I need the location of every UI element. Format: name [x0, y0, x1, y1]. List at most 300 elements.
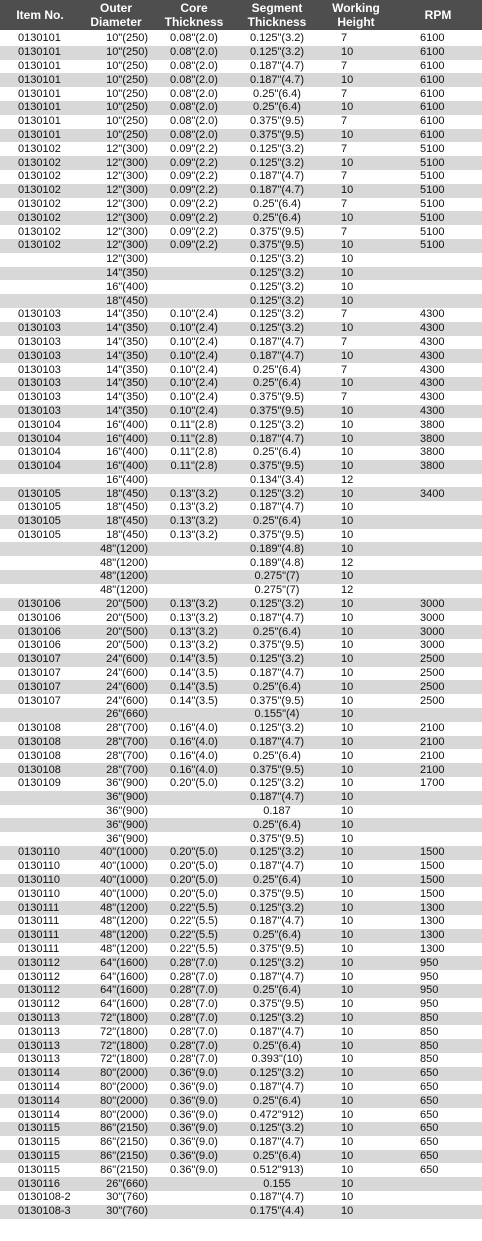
- core-thickness-cell: 0.28"(7.0): [152, 998, 236, 1012]
- core-thickness-cell: 0.10"(2.4): [152, 405, 236, 419]
- table-row: [0, 225, 482, 239]
- table-row: [0, 915, 482, 929]
- segment-thickness-cell: 0.125"(3.2): [236, 846, 318, 860]
- table-row: [0, 736, 482, 750]
- working-height-cell: 10: [318, 598, 394, 612]
- working-height-cell: 10: [318, 460, 394, 474]
- working-height-cell: 10: [318, 777, 394, 791]
- core-thickness-cell: 0.14"(3.5): [152, 667, 236, 681]
- item-no-cell: 0130102: [0, 239, 80, 253]
- item-no-cell: 0130104: [0, 446, 80, 460]
- segment-thickness-cell: 0.25"(6.4): [236, 1039, 318, 1053]
- rpm-cell: [394, 474, 482, 488]
- rpm-cell: 4300: [394, 308, 482, 322]
- working-height-cell: 10: [318, 832, 394, 846]
- header-outer-diameter: Outer Diameter: [80, 0, 152, 31]
- core-thickness-cell: 0.13"(3.2): [152, 515, 236, 529]
- working-height-cell: 10: [318, 101, 394, 115]
- working-height-cell: 10: [318, 501, 394, 515]
- segment-thickness-cell: 0.125"(3.2): [236, 1067, 318, 1081]
- item-no-cell: 0130105: [0, 501, 80, 515]
- item-no-cell: 0130101: [0, 129, 80, 143]
- segment-thickness-cell: 0.125"(3.2): [236, 46, 318, 60]
- table-row: [0, 211, 482, 225]
- core-thickness-cell: 0.08"(2.0): [152, 87, 236, 101]
- outer-diameter-cell: 24"(600): [80, 653, 152, 667]
- table-row: [0, 184, 482, 198]
- rpm-cell: 5100: [394, 211, 482, 225]
- item-no-cell: 0130112: [0, 956, 80, 970]
- working-height-cell: 10: [318, 763, 394, 777]
- outer-diameter-cell: 24"(600): [80, 680, 152, 694]
- item-no-cell: 0130113: [0, 1039, 80, 1053]
- table-row: [0, 460, 482, 474]
- rpm-cell: 4300: [394, 322, 482, 336]
- item-no-cell: 0130102: [0, 170, 80, 184]
- outer-diameter-cell: 10"(250): [80, 46, 152, 60]
- table-row: [0, 887, 482, 901]
- outer-diameter-cell: 10"(250): [80, 115, 152, 129]
- rpm-cell: 2500: [394, 694, 482, 708]
- segment-thickness-cell: 0.25"(6.4): [236, 198, 318, 212]
- outer-diameter-cell: 18"(450): [80, 294, 152, 308]
- item-no-cell: 0130103: [0, 391, 80, 405]
- outer-diameter-cell: 80"(2000): [80, 1094, 152, 1108]
- item-no-cell: 0130112: [0, 984, 80, 998]
- item-no-cell: [0, 474, 80, 488]
- outer-diameter-cell: 10"(250): [80, 60, 152, 74]
- core-thickness-cell: 0.20"(5.0): [152, 777, 236, 791]
- rpm-cell: [394, 570, 482, 584]
- segment-thickness-cell: 0.375"(9.5): [236, 129, 318, 143]
- item-no-cell: 0130110: [0, 887, 80, 901]
- core-thickness-cell: 0.11"(2.8): [152, 460, 236, 474]
- item-no-cell: [0, 570, 80, 584]
- table-row: [0, 1108, 482, 1122]
- table-row: [0, 101, 482, 115]
- segment-thickness-cell: 0.375"(9.5): [236, 529, 318, 543]
- segment-thickness-cell: 0.125"(3.2): [236, 1012, 318, 1026]
- header-item-no: Item No.: [0, 0, 80, 31]
- segment-thickness-cell: 0.189"(4.8): [236, 556, 318, 570]
- rpm-cell: 2100: [394, 722, 482, 736]
- segment-thickness-cell: 0.187"(4.7): [236, 667, 318, 681]
- item-no-cell: [0, 294, 80, 308]
- rpm-cell: [394, 1177, 482, 1191]
- table-row: [0, 667, 482, 681]
- rpm-cell: [394, 791, 482, 805]
- outer-diameter-cell: 14"(350): [80, 349, 152, 363]
- segment-thickness-cell: 0.125"(3.2): [236, 156, 318, 170]
- table-header: [0, 0, 482, 31]
- item-no-cell: 0130115: [0, 1122, 80, 1136]
- outer-diameter-cell: 28"(700): [80, 736, 152, 750]
- core-thickness-cell: 0.22"(5.5): [152, 915, 236, 929]
- table-row: [0, 805, 482, 819]
- item-no-cell: 0130115: [0, 1150, 80, 1164]
- outer-diameter-cell: 12"(300): [80, 156, 152, 170]
- item-no-cell: 0130108-3: [0, 1205, 80, 1219]
- table-row: [0, 694, 482, 708]
- table-row: [0, 446, 482, 460]
- core-thickness-cell: 0.22"(5.5): [152, 943, 236, 957]
- segment-thickness-cell: 0.187"(4.7): [236, 60, 318, 74]
- rpm-cell: 6100: [394, 46, 482, 60]
- table-row: [0, 363, 482, 377]
- rpm-cell: [394, 267, 482, 281]
- rpm-cell: 950: [394, 998, 482, 1012]
- item-no-cell: 0130102: [0, 198, 80, 212]
- outer-diameter-cell: 18"(450): [80, 515, 152, 529]
- table-row: [0, 474, 482, 488]
- table-row: [0, 680, 482, 694]
- working-height-cell: 10: [318, 749, 394, 763]
- rpm-cell: 1300: [394, 929, 482, 943]
- rpm-cell: 1500: [394, 846, 482, 860]
- working-height-cell: 10: [318, 846, 394, 860]
- segment-thickness-cell: 0.187"(4.7): [236, 184, 318, 198]
- outer-diameter-cell: 24"(600): [80, 667, 152, 681]
- item-no-cell: 0130111: [0, 929, 80, 943]
- core-thickness-cell: 0.09"(2.2): [152, 184, 236, 198]
- outer-diameter-cell: 64"(1600): [80, 984, 152, 998]
- segment-thickness-cell: 0.187"(4.7): [236, 1081, 318, 1095]
- item-no-cell: 0130108: [0, 736, 80, 750]
- item-no-cell: 0130113: [0, 1025, 80, 1039]
- segment-thickness-cell: 0.175"(4.4): [236, 1205, 318, 1219]
- working-height-cell: 10: [318, 432, 394, 446]
- rpm-cell: 3800: [394, 418, 482, 432]
- table-row: [0, 377, 482, 391]
- item-no-cell: 0130101: [0, 101, 80, 115]
- outer-diameter-cell: 72"(1800): [80, 1025, 152, 1039]
- working-height-cell: 10: [318, 515, 394, 529]
- rpm-cell: [394, 515, 482, 529]
- core-thickness-cell: [152, 708, 236, 722]
- table-row: [0, 1122, 482, 1136]
- core-thickness-cell: 0.13"(3.2): [152, 487, 236, 501]
- item-no-cell: 0130105: [0, 515, 80, 529]
- rpm-cell: 6100: [394, 101, 482, 115]
- outer-diameter-cell: 48"(1200): [80, 542, 152, 556]
- outer-diameter-cell: 86"(2150): [80, 1122, 152, 1136]
- segment-thickness-cell: 0.187: [236, 805, 318, 819]
- table-row: [0, 1039, 482, 1053]
- segment-thickness-cell: 0.375"(9.5): [236, 239, 318, 253]
- outer-diameter-cell: 16"(400): [80, 280, 152, 294]
- item-no-cell: 0130115: [0, 1163, 80, 1177]
- core-thickness-cell: [152, 584, 236, 598]
- working-height-cell: 7: [318, 87, 394, 101]
- core-thickness-cell: 0.08"(2.0): [152, 129, 236, 143]
- core-thickness-cell: 0.36"(9.0): [152, 1067, 236, 1081]
- item-no-cell: [0, 253, 80, 267]
- segment-thickness-cell: 0.25"(6.4): [236, 680, 318, 694]
- table-row: [0, 611, 482, 625]
- working-height-cell: 10: [318, 915, 394, 929]
- rpm-cell: 2100: [394, 736, 482, 750]
- working-height-cell: 10: [318, 736, 394, 750]
- segment-thickness-cell: 0.187"(4.7): [236, 1191, 318, 1205]
- core-thickness-cell: 0.13"(3.2): [152, 639, 236, 653]
- segment-thickness-cell: 0.125"(3.2): [236, 653, 318, 667]
- outer-diameter-cell: 20"(500): [80, 598, 152, 612]
- outer-diameter-cell: 36"(900): [80, 805, 152, 819]
- outer-diameter-cell: 16"(400): [80, 446, 152, 460]
- working-height-cell: 10: [318, 1150, 394, 1164]
- rpm-cell: 5100: [394, 142, 482, 156]
- working-height-cell: 10: [318, 929, 394, 943]
- working-height-cell: 10: [318, 1025, 394, 1039]
- item-no-cell: [0, 818, 80, 832]
- outer-diameter-cell: 26"(660): [80, 708, 152, 722]
- core-thickness-cell: 0.11"(2.8): [152, 432, 236, 446]
- segment-thickness-cell: 0.125"(3.2): [236, 294, 318, 308]
- working-height-cell: 10: [318, 46, 394, 60]
- core-thickness-cell: 0.16"(4.0): [152, 722, 236, 736]
- outer-diameter-cell: 12"(300): [80, 198, 152, 212]
- outer-diameter-cell: 26"(660): [80, 1177, 152, 1191]
- table-row: [0, 943, 482, 957]
- item-no-cell: 0130101: [0, 46, 80, 60]
- item-no-cell: 0130102: [0, 225, 80, 239]
- outer-diameter-cell: 86"(2150): [80, 1150, 152, 1164]
- item-no-cell: 0130113: [0, 1012, 80, 1026]
- segment-thickness-cell: 0.25"(6.4): [236, 446, 318, 460]
- rpm-cell: [394, 708, 482, 722]
- core-thickness-cell: 0.28"(7.0): [152, 984, 236, 998]
- outer-diameter-cell: 16"(400): [80, 418, 152, 432]
- core-thickness-cell: 0.08"(2.0): [152, 73, 236, 87]
- item-no-cell: [0, 708, 80, 722]
- outer-diameter-cell: 48"(1200): [80, 901, 152, 915]
- core-thickness-cell: 0.10"(2.4): [152, 322, 236, 336]
- segment-thickness-cell: 0.125"(3.2): [236, 722, 318, 736]
- rpm-cell: 5100: [394, 225, 482, 239]
- outer-diameter-cell: 14"(350): [80, 405, 152, 419]
- table-row: [0, 405, 482, 419]
- segment-thickness-cell: 0.189"(4.8): [236, 542, 318, 556]
- core-thickness-cell: 0.36"(9.0): [152, 1108, 236, 1122]
- rpm-cell: [394, 1205, 482, 1219]
- rpm-cell: 2500: [394, 680, 482, 694]
- core-thickness-cell: [152, 1177, 236, 1191]
- core-thickness-cell: 0.16"(4.0): [152, 749, 236, 763]
- working-height-cell: 10: [318, 1163, 394, 1177]
- segment-thickness-cell: 0.125"(3.2): [236, 280, 318, 294]
- item-no-cell: 0130108: [0, 763, 80, 777]
- rpm-cell: 4300: [394, 349, 482, 363]
- rpm-cell: 3000: [394, 598, 482, 612]
- core-thickness-cell: 0.08"(2.0): [152, 115, 236, 129]
- working-height-cell: 10: [318, 322, 394, 336]
- working-height-cell: 10: [318, 1081, 394, 1095]
- core-thickness-cell: 0.08"(2.0): [152, 101, 236, 115]
- segment-thickness-cell: 0.155: [236, 1177, 318, 1191]
- table-row: [0, 1025, 482, 1039]
- working-height-cell: 10: [318, 818, 394, 832]
- outer-diameter-cell: 36"(900): [80, 832, 152, 846]
- core-thickness-cell: 0.28"(7.0): [152, 1012, 236, 1026]
- working-height-cell: 10: [318, 267, 394, 281]
- outer-diameter-cell: 16"(400): [80, 432, 152, 446]
- outer-diameter-cell: 72"(1800): [80, 1039, 152, 1053]
- working-height-cell: 10: [318, 1053, 394, 1067]
- core-thickness-cell: 0.28"(7.0): [152, 970, 236, 984]
- core-thickness-cell: 0.36"(9.0): [152, 1136, 236, 1150]
- segment-thickness-cell: 0.25"(6.4): [236, 929, 318, 943]
- table-row: [0, 749, 482, 763]
- header-working-height: Working Height: [318, 0, 394, 31]
- table-row: [0, 1205, 482, 1219]
- core-thickness-cell: [152, 253, 236, 267]
- table-row: [0, 1150, 482, 1164]
- rpm-cell: 650: [394, 1136, 482, 1150]
- working-height-cell: 10: [318, 211, 394, 225]
- working-height-cell: 12: [318, 474, 394, 488]
- working-height-cell: 10: [318, 156, 394, 170]
- item-no-cell: 0130111: [0, 915, 80, 929]
- working-height-cell: 7: [318, 31, 394, 46]
- segment-thickness-cell: 0.275"(7): [236, 570, 318, 584]
- outer-diameter-cell: 12"(300): [80, 239, 152, 253]
- table-row: [0, 142, 482, 156]
- segment-thickness-cell: 0.125"(3.2): [236, 418, 318, 432]
- outer-diameter-cell: 12"(300): [80, 211, 152, 225]
- rpm-cell: 4300: [394, 391, 482, 405]
- rpm-cell: 1300: [394, 901, 482, 915]
- table-row: [0, 73, 482, 87]
- table-row: [0, 115, 482, 129]
- rpm-cell: 850: [394, 1053, 482, 1067]
- segment-thickness-cell: 0.375"(9.5): [236, 639, 318, 653]
- item-no-cell: 0130110: [0, 874, 80, 888]
- outer-diameter-cell: 36"(900): [80, 777, 152, 791]
- core-thickness-cell: 0.13"(3.2): [152, 625, 236, 639]
- rpm-cell: 3400: [394, 487, 482, 501]
- working-height-cell: 10: [318, 377, 394, 391]
- outer-diameter-cell: 72"(1800): [80, 1012, 152, 1026]
- table-row: [0, 846, 482, 860]
- segment-thickness-cell: 0.155"(4): [236, 708, 318, 722]
- item-no-cell: 0130113: [0, 1053, 80, 1067]
- item-no-cell: [0, 584, 80, 598]
- core-thickness-cell: 0.13"(3.2): [152, 529, 236, 543]
- segment-thickness-cell: 0.125"(3.2): [236, 322, 318, 336]
- outer-diameter-cell: 28"(700): [80, 749, 152, 763]
- item-no-cell: 0130106: [0, 625, 80, 639]
- working-height-cell: 10: [318, 542, 394, 556]
- segment-thickness-cell: 0.125"(3.2): [236, 31, 318, 46]
- working-height-cell: 10: [318, 129, 394, 143]
- segment-thickness-cell: 0.275"(7): [236, 584, 318, 598]
- working-height-cell: 10: [318, 653, 394, 667]
- working-height-cell: 10: [318, 487, 394, 501]
- item-no-cell: 0130112: [0, 998, 80, 1012]
- item-no-cell: [0, 280, 80, 294]
- rpm-cell: 4300: [394, 336, 482, 350]
- segment-thickness-cell: 0.125"(3.2): [236, 777, 318, 791]
- segment-thickness-cell: 0.375"(9.5): [236, 694, 318, 708]
- core-thickness-cell: 0.14"(3.5): [152, 694, 236, 708]
- table-row: [0, 598, 482, 612]
- item-no-cell: 0130112: [0, 970, 80, 984]
- outer-diameter-cell: 14"(350): [80, 322, 152, 336]
- outer-diameter-cell: 80"(2000): [80, 1081, 152, 1095]
- item-no-cell: [0, 542, 80, 556]
- core-thickness-cell: 0.20"(5.0): [152, 846, 236, 860]
- item-no-cell: 0130105: [0, 487, 80, 501]
- table-row: [0, 267, 482, 281]
- working-height-cell: 10: [318, 874, 394, 888]
- rpm-cell: 2100: [394, 763, 482, 777]
- rpm-cell: [394, 805, 482, 819]
- table-row: [0, 763, 482, 777]
- rpm-cell: 6100: [394, 87, 482, 101]
- core-thickness-cell: 0.28"(7.0): [152, 1039, 236, 1053]
- core-thickness-cell: 0.13"(3.2): [152, 598, 236, 612]
- table-row: [0, 87, 482, 101]
- outer-diameter-cell: 12"(300): [80, 184, 152, 198]
- table-row: [0, 956, 482, 970]
- core-thickness-cell: 0.14"(3.5): [152, 680, 236, 694]
- core-thickness-cell: [152, 818, 236, 832]
- outer-diameter-cell: 14"(350): [80, 336, 152, 350]
- core-thickness-cell: 0.16"(4.0): [152, 736, 236, 750]
- working-height-cell: 10: [318, 280, 394, 294]
- segment-thickness-cell: 0.187"(4.7): [236, 915, 318, 929]
- outer-diameter-cell: 14"(350): [80, 267, 152, 281]
- table-row: [0, 777, 482, 791]
- rpm-cell: [394, 1191, 482, 1205]
- outer-diameter-cell: 10"(250): [80, 129, 152, 143]
- rpm-cell: 850: [394, 1039, 482, 1053]
- item-no-cell: [0, 791, 80, 805]
- table-row: [0, 170, 482, 184]
- table-row: [0, 1053, 482, 1067]
- table-row: [0, 349, 482, 363]
- outer-diameter-cell: 10"(250): [80, 87, 152, 101]
- item-no-cell: 0130108: [0, 749, 80, 763]
- segment-thickness-cell: 0.187"(4.7): [236, 791, 318, 805]
- item-no-cell: 0130103: [0, 322, 80, 336]
- table-row: [0, 336, 482, 350]
- item-no-cell: 0130106: [0, 611, 80, 625]
- segment-thickness-cell: 0.187"(4.7): [236, 73, 318, 87]
- item-no-cell: 0130104: [0, 432, 80, 446]
- segment-thickness-cell: 0.375"(9.5): [236, 887, 318, 901]
- outer-diameter-cell: 48"(1200): [80, 570, 152, 584]
- working-height-cell: 10: [318, 73, 394, 87]
- working-height-cell: 10: [318, 639, 394, 653]
- segment-thickness-cell: 0.187"(4.7): [236, 336, 318, 350]
- segment-thickness-cell: 0.375"(9.5): [236, 391, 318, 405]
- rpm-cell: 650: [394, 1094, 482, 1108]
- segment-thickness-cell: 0.187"(4.7): [236, 170, 318, 184]
- outer-diameter-cell: 64"(1600): [80, 998, 152, 1012]
- item-no-cell: 0130103: [0, 363, 80, 377]
- working-height-cell: 10: [318, 1094, 394, 1108]
- outer-diameter-cell: 14"(350): [80, 377, 152, 391]
- outer-diameter-cell: 40"(1000): [80, 874, 152, 888]
- segment-thickness-cell: 0.125"(3.2): [236, 308, 318, 322]
- outer-diameter-cell: 30"(760): [80, 1205, 152, 1219]
- working-height-cell: 10: [318, 1205, 394, 1219]
- rpm-cell: 3800: [394, 446, 482, 460]
- core-thickness-cell: 0.36"(9.0): [152, 1094, 236, 1108]
- rpm-cell: 650: [394, 1108, 482, 1122]
- table-row: [0, 322, 482, 336]
